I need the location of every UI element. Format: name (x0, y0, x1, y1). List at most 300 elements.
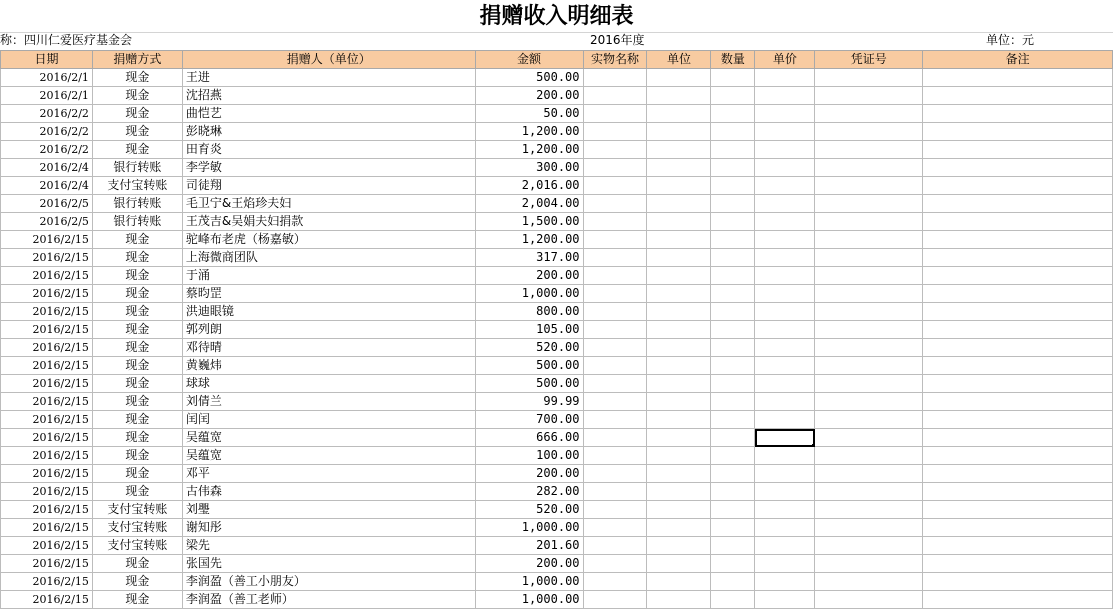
donor-cell[interactable]: 李润盈（善工小朋友） (182, 573, 475, 591)
item-name-cell[interactable] (583, 177, 647, 195)
quantity-cell[interactable] (711, 357, 755, 375)
item-name-cell[interactable] (583, 591, 647, 609)
amount-cell[interactable]: 50.00 (475, 105, 583, 123)
date-cell[interactable]: 2016/2/15 (1, 447, 93, 465)
quantity-cell[interactable] (711, 87, 755, 105)
item-unit-cell[interactable] (647, 537, 711, 555)
donor-cell[interactable]: 吴蕴宽 (182, 429, 475, 447)
date-cell[interactable]: 2016/2/15 (1, 429, 93, 447)
voucher-no-cell[interactable] (815, 339, 923, 357)
unit-price-cell[interactable] (755, 141, 815, 159)
amount-cell[interactable]: 100.00 (475, 447, 583, 465)
unit-price-cell[interactable] (755, 555, 815, 573)
item-unit-cell[interactable] (647, 159, 711, 177)
method-cell[interactable]: 现金 (92, 321, 182, 339)
fill-handle[interactable] (812, 444, 815, 447)
remarks-cell[interactable] (923, 285, 1113, 303)
date-cell[interactable]: 2016/2/15 (1, 591, 93, 609)
amount-cell[interactable]: 1,500.00 (475, 213, 583, 231)
quantity-cell[interactable] (711, 429, 755, 447)
quantity-cell[interactable] (711, 177, 755, 195)
voucher-no-cell[interactable] (815, 285, 923, 303)
amount-cell[interactable]: 800.00 (475, 303, 583, 321)
item-unit-cell[interactable] (647, 105, 711, 123)
remarks-cell[interactable] (923, 303, 1113, 321)
item-name-cell[interactable] (583, 69, 647, 87)
quantity-cell[interactable] (711, 123, 755, 141)
amount-cell[interactable]: 1,000.00 (475, 519, 583, 537)
item-unit-cell[interactable] (647, 339, 711, 357)
voucher-no-cell[interactable] (815, 123, 923, 141)
unit-price-cell[interactable] (755, 159, 815, 177)
method-cell[interactable]: 现金 (92, 429, 182, 447)
unit-price-cell[interactable] (755, 267, 815, 285)
unit-price-cell[interactable] (755, 249, 815, 267)
voucher-no-cell[interactable] (815, 483, 923, 501)
date-cell[interactable]: 2016/2/15 (1, 411, 93, 429)
voucher-no-cell[interactable] (815, 159, 923, 177)
item-name-cell[interactable] (583, 267, 647, 285)
amount-cell[interactable]: 666.00 (475, 429, 583, 447)
donor-cell[interactable]: 邓平 (182, 465, 475, 483)
quantity-cell[interactable] (711, 555, 755, 573)
header-unit-price[interactable]: 单价 (755, 51, 815, 69)
quantity-cell[interactable] (711, 447, 755, 465)
unit-price-cell[interactable] (755, 195, 815, 213)
donor-cell[interactable]: 曲恺艺 (182, 105, 475, 123)
item-name-cell[interactable] (583, 87, 647, 105)
item-unit-cell[interactable] (647, 195, 711, 213)
unit-price-cell[interactable] (755, 519, 815, 537)
donor-cell[interactable]: 田育炎 (182, 141, 475, 159)
quantity-cell[interactable] (711, 519, 755, 537)
remarks-cell[interactable] (923, 519, 1113, 537)
item-unit-cell[interactable] (647, 321, 711, 339)
method-cell[interactable]: 现金 (92, 249, 182, 267)
date-cell[interactable]: 2016/2/1 (1, 87, 93, 105)
voucher-no-cell[interactable] (815, 213, 923, 231)
method-cell[interactable]: 现金 (92, 141, 182, 159)
donor-cell[interactable]: 谢知彤 (182, 519, 475, 537)
item-unit-cell[interactable] (647, 519, 711, 537)
quantity-cell[interactable] (711, 591, 755, 609)
amount-cell[interactable]: 317.00 (475, 249, 583, 267)
remarks-cell[interactable] (923, 159, 1113, 177)
remarks-cell[interactable] (923, 195, 1113, 213)
item-name-cell[interactable] (583, 249, 647, 267)
method-cell[interactable]: 现金 (92, 573, 182, 591)
item-name-cell[interactable] (583, 483, 647, 501)
quantity-cell[interactable] (711, 231, 755, 249)
item-name-cell[interactable] (583, 375, 647, 393)
voucher-no-cell[interactable] (815, 465, 923, 483)
amount-cell[interactable]: 200.00 (475, 465, 583, 483)
date-cell[interactable]: 2016/2/15 (1, 357, 93, 375)
voucher-no-cell[interactable] (815, 429, 923, 447)
date-cell[interactable]: 2016/2/2 (1, 123, 93, 141)
amount-cell[interactable]: 200.00 (475, 267, 583, 285)
item-unit-cell[interactable] (647, 555, 711, 573)
item-unit-cell[interactable] (647, 123, 711, 141)
quantity-cell[interactable] (711, 69, 755, 87)
item-unit-cell[interactable] (647, 141, 711, 159)
item-name-cell[interactable] (583, 411, 647, 429)
voucher-no-cell[interactable] (815, 249, 923, 267)
donor-cell[interactable]: 王进 (182, 69, 475, 87)
voucher-no-cell[interactable] (815, 501, 923, 519)
donor-cell[interactable]: 司徒翔 (182, 177, 475, 195)
donor-cell[interactable]: 于涌 (182, 267, 475, 285)
remarks-cell[interactable] (923, 69, 1113, 87)
item-name-cell[interactable] (583, 393, 647, 411)
header-quantity[interactable]: 数量 (711, 51, 755, 69)
remarks-cell[interactable] (923, 177, 1113, 195)
amount-cell[interactable]: 700.00 (475, 411, 583, 429)
remarks-cell[interactable] (923, 87, 1113, 105)
quantity-cell[interactable] (711, 285, 755, 303)
date-cell[interactable]: 2016/2/15 (1, 267, 93, 285)
remarks-cell[interactable] (923, 267, 1113, 285)
item-name-cell[interactable] (583, 213, 647, 231)
voucher-no-cell[interactable] (815, 537, 923, 555)
date-cell[interactable]: 2016/2/15 (1, 321, 93, 339)
item-unit-cell[interactable] (647, 447, 711, 465)
quantity-cell[interactable] (711, 537, 755, 555)
quantity-cell[interactable] (711, 141, 755, 159)
date-cell[interactable]: 2016/2/1 (1, 69, 93, 87)
amount-cell[interactable]: 2,016.00 (475, 177, 583, 195)
method-cell[interactable]: 现金 (92, 231, 182, 249)
unit-price-cell[interactable] (755, 285, 815, 303)
header-method[interactable]: 捐赠方式 (92, 51, 182, 69)
method-cell[interactable]: 现金 (92, 411, 182, 429)
unit-price-cell[interactable] (755, 357, 815, 375)
unit-price-cell[interactable] (755, 303, 815, 321)
date-cell[interactable]: 2016/2/15 (1, 393, 93, 411)
method-cell[interactable]: 支付宝转账 (92, 177, 182, 195)
amount-cell[interactable]: 520.00 (475, 501, 583, 519)
donor-cell[interactable]: 古伟森 (182, 483, 475, 501)
item-unit-cell[interactable] (647, 591, 711, 609)
remarks-cell[interactable] (923, 429, 1113, 447)
amount-cell[interactable]: 200.00 (475, 555, 583, 573)
quantity-cell[interactable] (711, 501, 755, 519)
voucher-no-cell[interactable] (815, 69, 923, 87)
date-cell[interactable]: 2016/2/15 (1, 501, 93, 519)
quantity-cell[interactable] (711, 303, 755, 321)
amount-cell[interactable]: 500.00 (475, 357, 583, 375)
quantity-cell[interactable] (711, 573, 755, 591)
voucher-no-cell[interactable] (815, 321, 923, 339)
remarks-cell[interactable] (923, 573, 1113, 591)
item-name-cell[interactable] (583, 447, 647, 465)
amount-cell[interactable]: 105.00 (475, 321, 583, 339)
donor-cell[interactable]: 刘倩兰 (182, 393, 475, 411)
date-cell[interactable]: 2016/2/15 (1, 573, 93, 591)
method-cell[interactable]: 现金 (92, 303, 182, 321)
date-cell[interactable]: 2016/2/2 (1, 141, 93, 159)
remarks-cell[interactable] (923, 339, 1113, 357)
amount-cell[interactable]: 282.00 (475, 483, 583, 501)
remarks-cell[interactable] (923, 105, 1113, 123)
item-name-cell[interactable] (583, 573, 647, 591)
date-cell[interactable]: 2016/2/15 (1, 375, 93, 393)
item-unit-cell[interactable] (647, 213, 711, 231)
item-name-cell[interactable] (583, 465, 647, 483)
item-name-cell[interactable] (583, 555, 647, 573)
item-unit-cell[interactable] (647, 267, 711, 285)
unit-price-cell[interactable] (755, 177, 815, 195)
date-cell[interactable]: 2016/2/2 (1, 105, 93, 123)
donor-cell[interactable]: 李学敏 (182, 159, 475, 177)
quantity-cell[interactable] (711, 105, 755, 123)
quantity-cell[interactable] (711, 339, 755, 357)
remarks-cell[interactable] (923, 447, 1113, 465)
method-cell[interactable]: 现金 (92, 375, 182, 393)
voucher-no-cell[interactable] (815, 555, 923, 573)
remarks-cell[interactable] (923, 321, 1113, 339)
amount-cell[interactable]: 1,200.00 (475, 123, 583, 141)
unit-price-cell[interactable] (755, 573, 815, 591)
voucher-no-cell[interactable] (815, 447, 923, 465)
item-unit-cell[interactable] (647, 411, 711, 429)
donor-cell[interactable]: 郭列朗 (182, 321, 475, 339)
remarks-cell[interactable] (923, 213, 1113, 231)
amount-cell[interactable]: 500.00 (475, 375, 583, 393)
donor-cell[interactable]: 上海微商团队 (182, 249, 475, 267)
voucher-no-cell[interactable] (815, 267, 923, 285)
donor-cell[interactable]: 吴蕴宽 (182, 447, 475, 465)
method-cell[interactable]: 银行转账 (92, 195, 182, 213)
unit-price-cell[interactable] (755, 375, 815, 393)
unit-price-cell[interactable] (755, 465, 815, 483)
voucher-no-cell[interactable] (815, 411, 923, 429)
item-name-cell[interactable] (583, 519, 647, 537)
amount-cell[interactable]: 1,000.00 (475, 573, 583, 591)
remarks-cell[interactable] (923, 231, 1113, 249)
item-name-cell[interactable] (583, 195, 647, 213)
quantity-cell[interactable] (711, 483, 755, 501)
amount-cell[interactable]: 1,000.00 (475, 591, 583, 609)
item-unit-cell[interactable] (647, 69, 711, 87)
remarks-cell[interactable] (923, 555, 1113, 573)
method-cell[interactable]: 支付宝转账 (92, 519, 182, 537)
amount-cell[interactable]: 1,000.00 (475, 285, 583, 303)
date-cell[interactable]: 2016/2/15 (1, 537, 93, 555)
header-date[interactable]: 日期 (1, 51, 93, 69)
voucher-no-cell[interactable] (815, 87, 923, 105)
quantity-cell[interactable] (711, 465, 755, 483)
voucher-no-cell[interactable] (815, 105, 923, 123)
header-item-unit[interactable]: 单位 (647, 51, 711, 69)
method-cell[interactable]: 现金 (92, 591, 182, 609)
method-cell[interactable]: 现金 (92, 357, 182, 375)
item-name-cell[interactable] (583, 105, 647, 123)
header-donor[interactable]: 捐赠人（单位） (182, 51, 475, 69)
date-cell[interactable]: 2016/2/15 (1, 303, 93, 321)
donor-cell[interactable]: 张国先 (182, 555, 475, 573)
voucher-no-cell[interactable] (815, 231, 923, 249)
donor-cell[interactable]: 驼峰布老虎（杨嘉敏） (182, 231, 475, 249)
method-cell[interactable]: 现金 (92, 285, 182, 303)
quantity-cell[interactable] (711, 375, 755, 393)
item-unit-cell[interactable] (647, 393, 711, 411)
method-cell[interactable]: 现金 (92, 87, 182, 105)
remarks-cell[interactable] (923, 537, 1113, 555)
date-cell[interactable]: 2016/2/5 (1, 213, 93, 231)
item-unit-cell[interactable] (647, 429, 711, 447)
voucher-no-cell[interactable] (815, 375, 923, 393)
unit-price-cell[interactable] (755, 123, 815, 141)
item-unit-cell[interactable] (647, 357, 711, 375)
date-cell[interactable]: 2016/2/15 (1, 555, 93, 573)
selected-cell[interactable] (755, 429, 815, 447)
item-unit-cell[interactable] (647, 483, 711, 501)
remarks-cell[interactable] (923, 141, 1113, 159)
unit-price-cell[interactable] (755, 339, 815, 357)
item-name-cell[interactable] (583, 321, 647, 339)
date-cell[interactable]: 2016/2/15 (1, 519, 93, 537)
voucher-no-cell[interactable] (815, 393, 923, 411)
remarks-cell[interactable] (923, 393, 1113, 411)
donor-cell[interactable]: 王茂吉&吴娟夫妇捐款 (182, 213, 475, 231)
method-cell[interactable]: 现金 (92, 267, 182, 285)
method-cell[interactable]: 支付宝转账 (92, 537, 182, 555)
date-cell[interactable]: 2016/2/4 (1, 177, 93, 195)
voucher-no-cell[interactable] (815, 177, 923, 195)
donor-cell[interactable]: 毛卫宁&王焰珍夫妇 (182, 195, 475, 213)
item-unit-cell[interactable] (647, 177, 711, 195)
quantity-cell[interactable] (711, 267, 755, 285)
method-cell[interactable]: 现金 (92, 123, 182, 141)
date-cell[interactable]: 2016/2/15 (1, 465, 93, 483)
unit-price-cell[interactable] (755, 393, 815, 411)
voucher-no-cell[interactable] (815, 357, 923, 375)
remarks-cell[interactable] (923, 249, 1113, 267)
donor-cell[interactable]: 球球 (182, 375, 475, 393)
amount-cell[interactable]: 200.00 (475, 87, 583, 105)
quantity-cell[interactable] (711, 249, 755, 267)
remarks-cell[interactable] (923, 357, 1113, 375)
item-name-cell[interactable] (583, 231, 647, 249)
item-name-cell[interactable] (583, 141, 647, 159)
amount-cell[interactable]: 99.99 (475, 393, 583, 411)
item-name-cell[interactable] (583, 159, 647, 177)
remarks-cell[interactable] (923, 465, 1113, 483)
method-cell[interactable]: 现金 (92, 393, 182, 411)
donor-cell[interactable]: 邓待晴 (182, 339, 475, 357)
donor-cell[interactable]: 洪迪眼镜 (182, 303, 475, 321)
method-cell[interactable]: 现金 (92, 483, 182, 501)
donor-cell[interactable]: 彭晓琳 (182, 123, 475, 141)
donor-cell[interactable]: 闰闰 (182, 411, 475, 429)
remarks-cell[interactable] (923, 123, 1113, 141)
date-cell[interactable]: 2016/2/5 (1, 195, 93, 213)
method-cell[interactable]: 现金 (92, 105, 182, 123)
date-cell[interactable]: 2016/2/4 (1, 159, 93, 177)
unit-price-cell[interactable] (755, 105, 815, 123)
quantity-cell[interactable] (711, 321, 755, 339)
unit-price-cell[interactable] (755, 213, 815, 231)
unit-price-cell[interactable] (755, 69, 815, 87)
item-name-cell[interactable] (583, 537, 647, 555)
amount-cell[interactable]: 300.00 (475, 159, 583, 177)
method-cell[interactable]: 现金 (92, 69, 182, 87)
donor-cell[interactable]: 梁先 (182, 537, 475, 555)
remarks-cell[interactable] (923, 483, 1113, 501)
unit-price-cell[interactable] (755, 501, 815, 519)
quantity-cell[interactable] (711, 159, 755, 177)
item-name-cell[interactable] (583, 303, 647, 321)
donor-cell[interactable]: 李润盈（善工老师） (182, 591, 475, 609)
amount-cell[interactable]: 2,004.00 (475, 195, 583, 213)
method-cell[interactable]: 银行转账 (92, 213, 182, 231)
method-cell[interactable]: 现金 (92, 447, 182, 465)
voucher-no-cell[interactable] (815, 303, 923, 321)
unit-price-cell[interactable] (755, 321, 815, 339)
amount-cell[interactable]: 1,200.00 (475, 141, 583, 159)
item-unit-cell[interactable] (647, 465, 711, 483)
voucher-no-cell[interactable] (815, 195, 923, 213)
header-voucher-no[interactable]: 凭证号 (815, 51, 923, 69)
quantity-cell[interactable] (711, 393, 755, 411)
quantity-cell[interactable] (711, 411, 755, 429)
header-item-name[interactable]: 实物名称 (583, 51, 647, 69)
amount-cell[interactable]: 520.00 (475, 339, 583, 357)
voucher-no-cell[interactable] (815, 591, 923, 609)
method-cell[interactable]: 现金 (92, 555, 182, 573)
method-cell[interactable]: 支付宝转账 (92, 501, 182, 519)
unit-price-cell[interactable] (755, 447, 815, 465)
item-unit-cell[interactable] (647, 303, 711, 321)
header-remarks[interactable]: 备注 (923, 51, 1113, 69)
voucher-no-cell[interactable] (815, 141, 923, 159)
method-cell[interactable]: 现金 (92, 339, 182, 357)
quantity-cell[interactable] (711, 195, 755, 213)
item-name-cell[interactable] (583, 501, 647, 519)
item-unit-cell[interactable] (647, 375, 711, 393)
remarks-cell[interactable] (923, 411, 1113, 429)
item-name-cell[interactable] (583, 339, 647, 357)
item-unit-cell[interactable] (647, 501, 711, 519)
amount-cell[interactable]: 201.60 (475, 537, 583, 555)
date-cell[interactable]: 2016/2/15 (1, 231, 93, 249)
item-name-cell[interactable] (583, 123, 647, 141)
voucher-no-cell[interactable] (815, 573, 923, 591)
donor-cell[interactable]: 沈招燕 (182, 87, 475, 105)
method-cell[interactable]: 现金 (92, 465, 182, 483)
voucher-no-cell[interactable] (815, 519, 923, 537)
item-name-cell[interactable] (583, 357, 647, 375)
date-cell[interactable]: 2016/2/15 (1, 285, 93, 303)
amount-cell[interactable]: 500.00 (475, 69, 583, 87)
donor-cell[interactable]: 刘璺 (182, 501, 475, 519)
unit-price-cell[interactable] (755, 411, 815, 429)
date-cell[interactable]: 2016/2/15 (1, 249, 93, 267)
header-amount[interactable]: 金额 (475, 51, 583, 69)
remarks-cell[interactable] (923, 375, 1113, 393)
donor-cell[interactable]: 黄巍炜 (182, 357, 475, 375)
date-cell[interactable]: 2016/2/15 (1, 339, 93, 357)
item-unit-cell[interactable] (647, 285, 711, 303)
unit-price-cell[interactable] (755, 591, 815, 609)
donor-cell[interactable]: 蔡昀罡 (182, 285, 475, 303)
item-name-cell[interactable] (583, 285, 647, 303)
item-unit-cell[interactable] (647, 231, 711, 249)
unit-price-cell[interactable] (755, 87, 815, 105)
unit-price-cell[interactable] (755, 231, 815, 249)
item-unit-cell[interactable] (647, 87, 711, 105)
